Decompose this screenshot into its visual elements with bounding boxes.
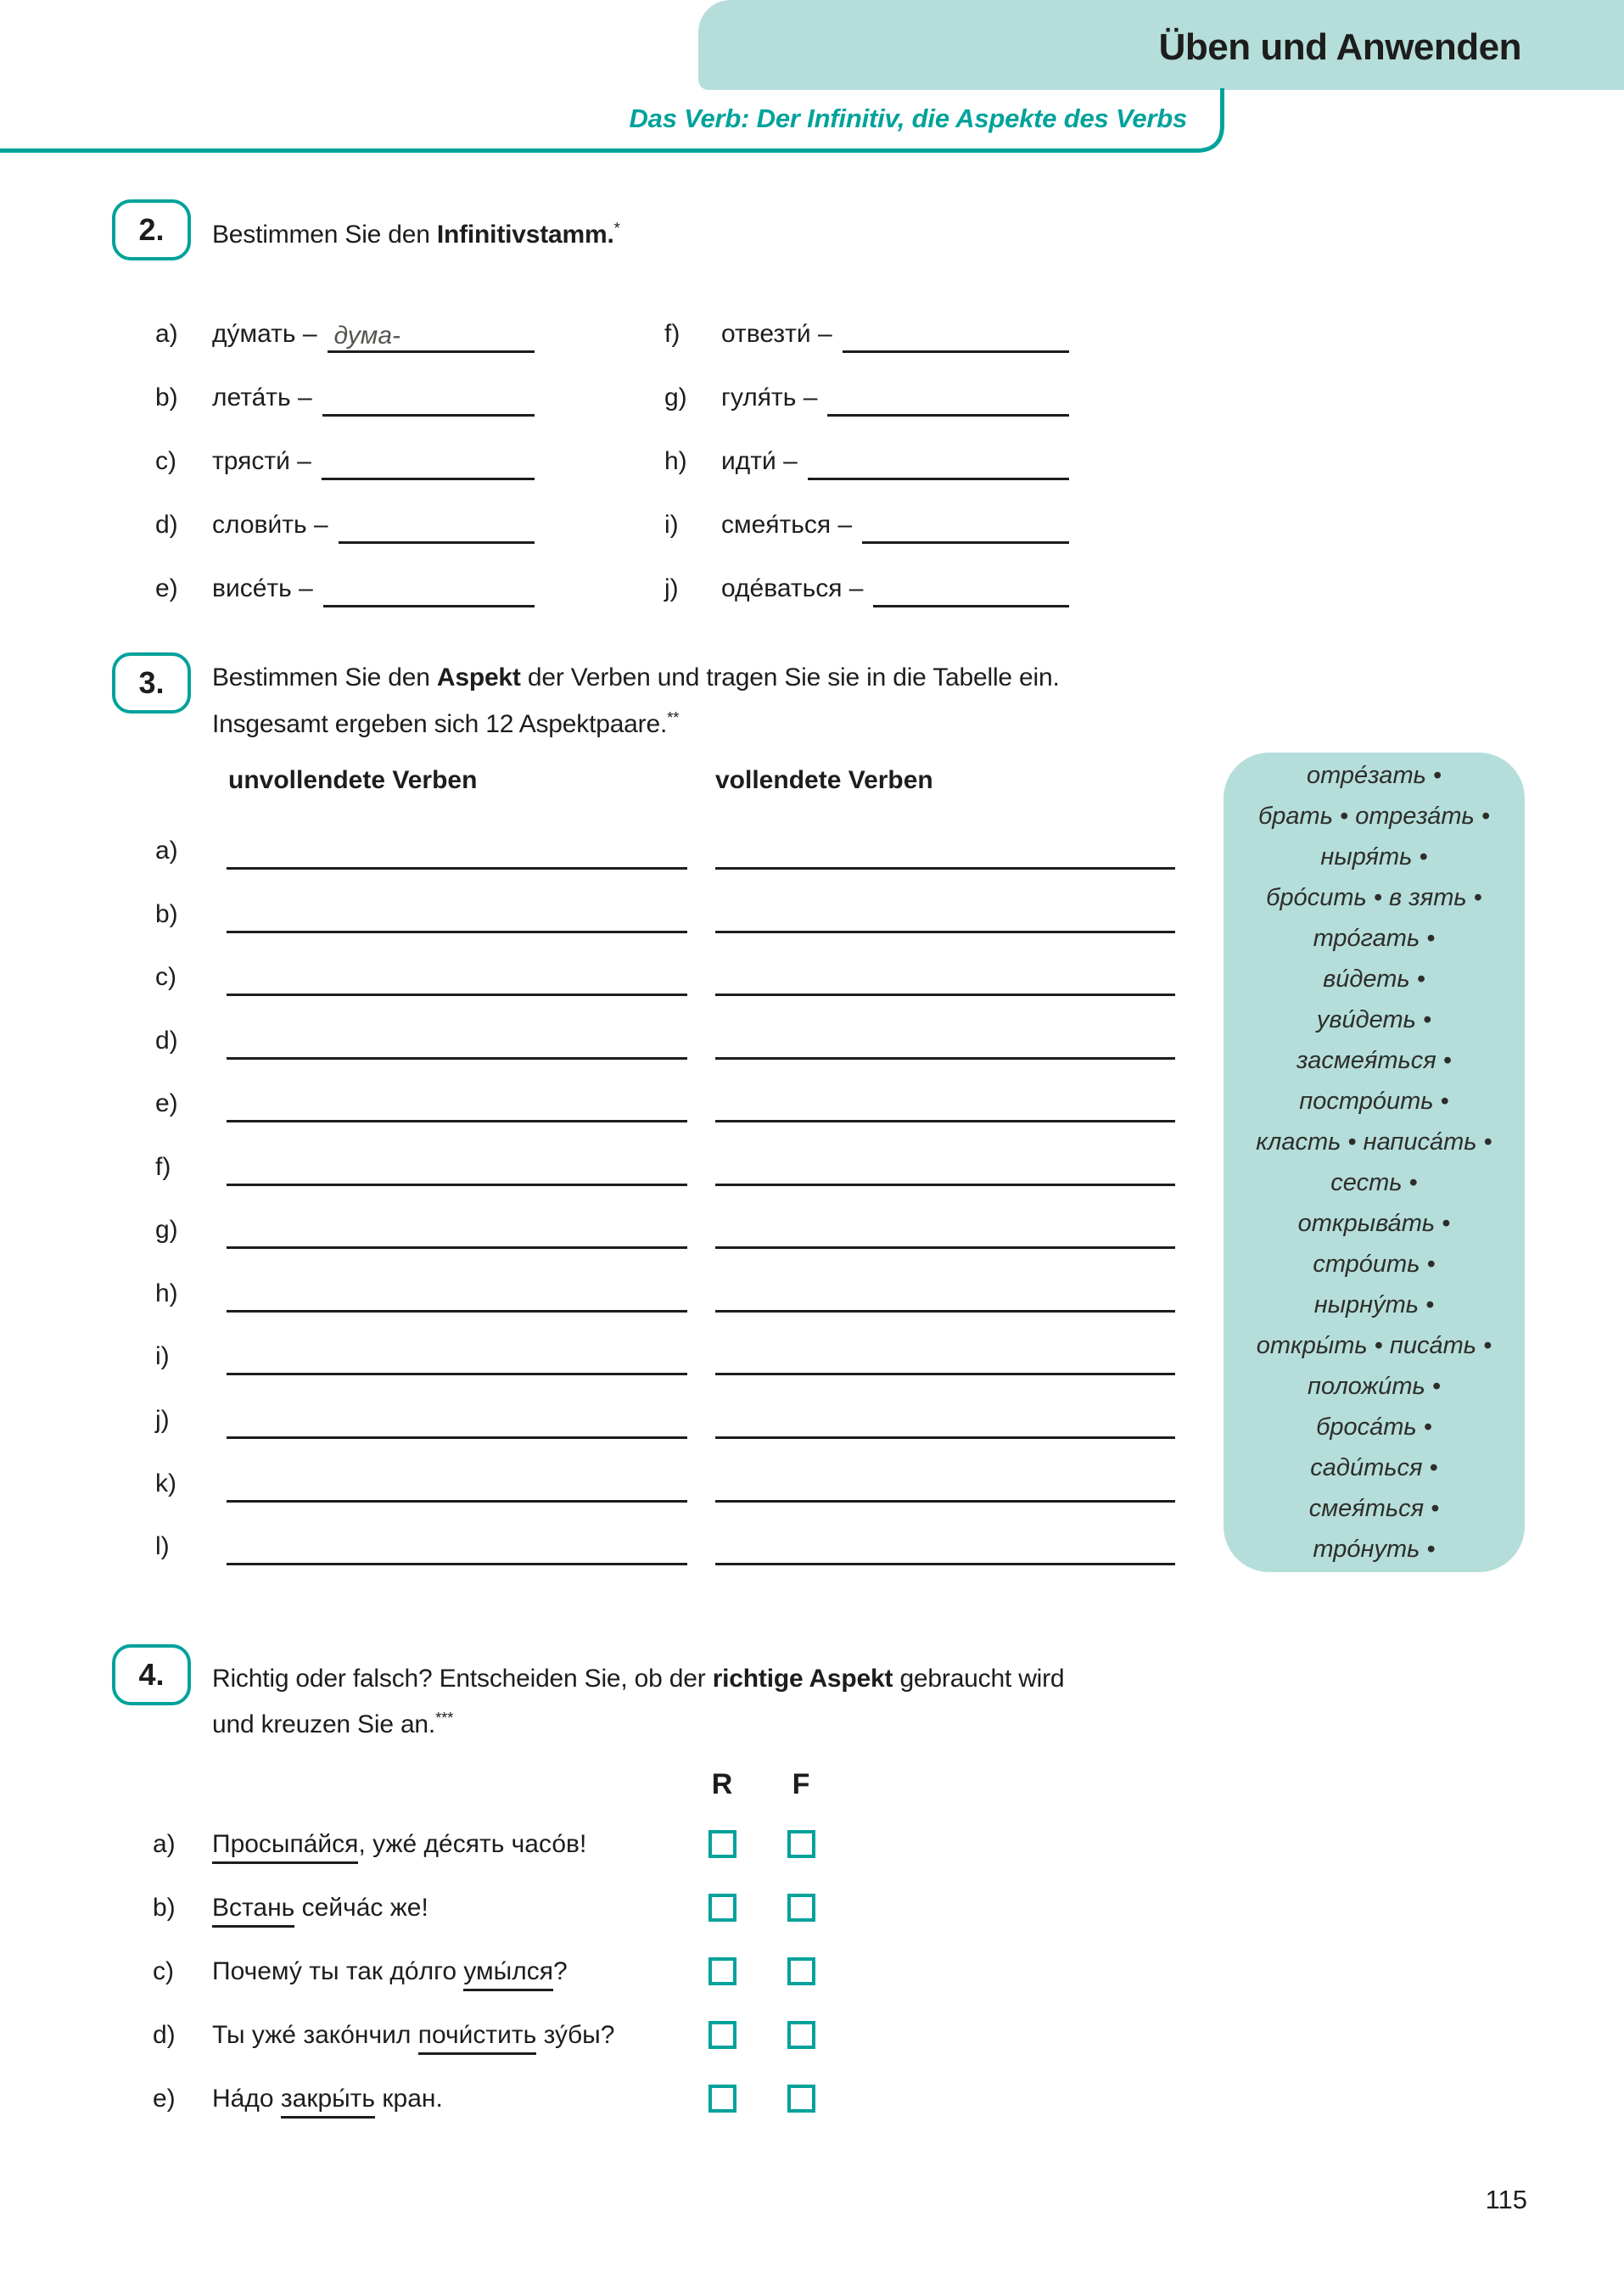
sentence-cyrillic (212, 2019, 614, 2052)
item-label: c) (153, 1957, 174, 1985)
item-label: d) (155, 511, 178, 539)
item-label: a) (155, 320, 178, 348)
verb-cyrillic: ду́мать – (212, 320, 317, 348)
checkbox-e-richtig[interactable] (708, 2085, 736, 2113)
item-label: j) (664, 574, 679, 602)
page-header-title: Üben und Anwenden (1158, 26, 1521, 68)
word-bank-line-15: откры́ть • писа́ть • (1256, 1332, 1492, 1359)
word-bank-line-19: смея́ться • (1308, 1495, 1440, 1522)
sentence-pre: Почему́ ты так до́лго (212, 1957, 464, 1985)
ex3-row-label-k: k) (155, 1469, 176, 1497)
item-label: f) (664, 320, 680, 348)
exercise4-instruction-prefix: Richtig oder falsch? Entscheiden Sie, ob der (212, 1665, 713, 1693)
ex3-row-label-c: c) (155, 963, 176, 991)
item-label: g) (664, 383, 687, 411)
exercise3-number: 3. (138, 665, 165, 700)
word-bank-line-20: тро́нуть • (1313, 1536, 1436, 1563)
exercise3-instruction-suffix: der Verben und tragen Sie sie in die Tabelle ein. (520, 663, 1060, 691)
checkbox-c-richtig[interactable] (708, 1957, 736, 1985)
ex3-row-label-j: j) (155, 1406, 170, 1434)
checkbox-a-falsch[interactable] (787, 1830, 815, 1858)
exercise2-instruction-bold: Infinitivstamm. (436, 221, 614, 249)
underlined-verb: почи́стить (418, 2021, 537, 2055)
verb-cyrillic: трясти́ – (212, 447, 311, 475)
underlined-verb: Встань (212, 1894, 294, 1928)
verb-cyrillic: слови́ть – (212, 511, 328, 539)
page-number: 115 (1485, 2185, 1527, 2214)
word-bank-line-12: открыва́ть • (1297, 1210, 1451, 1237)
checkbox-b-falsch[interactable] (787, 1894, 815, 1922)
handwritten-answer: дума- (333, 322, 401, 350)
exercise3-instruction-bold: Aspekt (436, 663, 521, 691)
checkbox-a-richtig[interactable] (708, 1830, 736, 1858)
table-header-imperfective: unvollendete Verben (228, 766, 478, 794)
word-bank-line-18: сади́ться • (1310, 1454, 1438, 1481)
exercise4-instruction-line2-text: und kreuzen Sie an. (212, 1710, 436, 1738)
word-bank-line-4: бро́сить • в зять • (1266, 884, 1482, 911)
ex3-row-label-e: e) (155, 1089, 178, 1117)
word-bank-line-2: брать • отреза́ть • (1257, 803, 1491, 830)
item-label: e) (155, 574, 178, 602)
ex3-row-label-g: g) (155, 1216, 178, 1244)
word-bank-line-7: уви́деть • (1316, 1006, 1432, 1033)
word-bank-line-9: постро́ить • (1299, 1088, 1449, 1115)
sentence-post: кран. (375, 2085, 443, 2113)
item-label: i) (664, 511, 679, 539)
exercise2-footnote-asterisk: * (613, 219, 620, 237)
ex4-item-a (153, 1828, 586, 1861)
ex4-item-d (153, 2019, 614, 2052)
word-bank-line-11: сесть • (1330, 1169, 1418, 1196)
verb-cyrillic: отвезти́ – (721, 320, 832, 348)
ex3-row-label-l: l) (155, 1532, 170, 1560)
word-bank-line-10: класть • написа́ть • (1256, 1128, 1492, 1156)
ex3-row-label-a: a) (155, 837, 178, 865)
word-bank-line-16: положи́ть • (1308, 1373, 1441, 1400)
sentence-post: сейча́с же! (294, 1894, 428, 1922)
exercise4-footnote-asterisk: *** (435, 1709, 454, 1727)
ex4-item-b (153, 1892, 428, 1924)
word-bank-line-14: нырну́ть • (1313, 1291, 1435, 1318)
ex3-row-label-f: f) (155, 1153, 171, 1181)
underlined-verb: умы́лся (463, 1957, 553, 1991)
chapter-subtitle: Das Verb: Der Infinitiv, die Aspekte des Verbs (629, 104, 1187, 133)
verb-cyrillic: лета́ть – (212, 383, 312, 411)
item-label: a) (153, 1830, 176, 1858)
sentence-post: ? (553, 1957, 568, 1985)
exercise3-instruction-prefix: Bestimmen Sie den (212, 663, 437, 691)
column-header-richtig: R (711, 1768, 733, 1800)
table-header-perfective: vollendete Verben (715, 766, 933, 794)
item-label: b) (155, 383, 178, 411)
ex3-row-label-d: d) (155, 1027, 178, 1055)
verb-cyrillic: оде́ваться – (721, 574, 864, 602)
ex3-row-label-b: b) (155, 900, 178, 928)
exercise4-instruction-suffix: gebraucht wird (893, 1665, 1065, 1693)
word-bank-line-3: ныря́ть • (1320, 843, 1428, 870)
sentence-post: , уже́ де́сять часо́в! (358, 1830, 587, 1858)
exercise2-instruction-prefix: Bestimmen Sie den (212, 221, 437, 249)
verb-cyrillic: висе́ть – (212, 574, 313, 602)
underlined-verb: закры́ть (281, 2085, 375, 2119)
ex4-item-e (153, 2083, 443, 2115)
ex3-row-label-h: h) (155, 1279, 178, 1307)
exercise4-number: 4. (138, 1657, 165, 1692)
word-bank-line-6: ви́деть • (1323, 966, 1425, 993)
exercise3-instruction-line2-text: Insgesamt ergeben sich 12 Aspektpaare. (212, 710, 668, 738)
sentence-cyrillic (212, 1892, 428, 1924)
checkbox-d-richtig[interactable] (708, 2021, 736, 2049)
item-label: c) (155, 447, 176, 475)
sentence-post: зу́бы? (536, 2021, 615, 2049)
item-label: h) (664, 447, 687, 475)
column-header-falsch: F (792, 1768, 810, 1800)
item-label: d) (153, 2021, 176, 2049)
exercise4-instruction-bold: richtige Aspekt (712, 1665, 893, 1693)
word-bank-line-8: засмея́ться • (1296, 1047, 1452, 1074)
checkbox-e-falsch[interactable] (787, 2085, 815, 2113)
item-label: b) (153, 1894, 176, 1922)
ex3-row-label-i: i) (155, 1342, 170, 1370)
underlined-verb: Просыпа́йся (212, 1830, 358, 1864)
ex4-item-c (153, 1956, 568, 1988)
checkbox-b-richtig[interactable] (708, 1894, 736, 1922)
exercise3-footnote-asterisk: ** (667, 708, 680, 726)
word-bank-line-13: стро́ить • (1313, 1251, 1436, 1278)
sentence-pre: Ты уже́ зако́нчил (212, 2021, 418, 2049)
checkbox-d-falsch[interactable] (787, 2021, 815, 2049)
checkbox-c-falsch[interactable] (787, 1957, 815, 1985)
word-bank-line-17: броса́ть • (1316, 1413, 1432, 1441)
word-bank-line-1: отре́зать • (1306, 762, 1442, 789)
sentence-cyrillic (212, 1956, 568, 1988)
exercise2-number: 2. (138, 212, 165, 247)
sentence-cyrillic (212, 2083, 443, 2115)
verb-cyrillic: идти́ – (721, 447, 798, 475)
item-label: e) (153, 2085, 176, 2113)
word-bank-line-5: тро́гать • (1313, 925, 1436, 952)
sentence-pre: На́до (212, 2085, 281, 2113)
verb-cyrillic: гуля́ть – (721, 383, 818, 411)
verb-cyrillic: смея́ться – (721, 511, 853, 539)
sentence-cyrillic (212, 1828, 586, 1861)
